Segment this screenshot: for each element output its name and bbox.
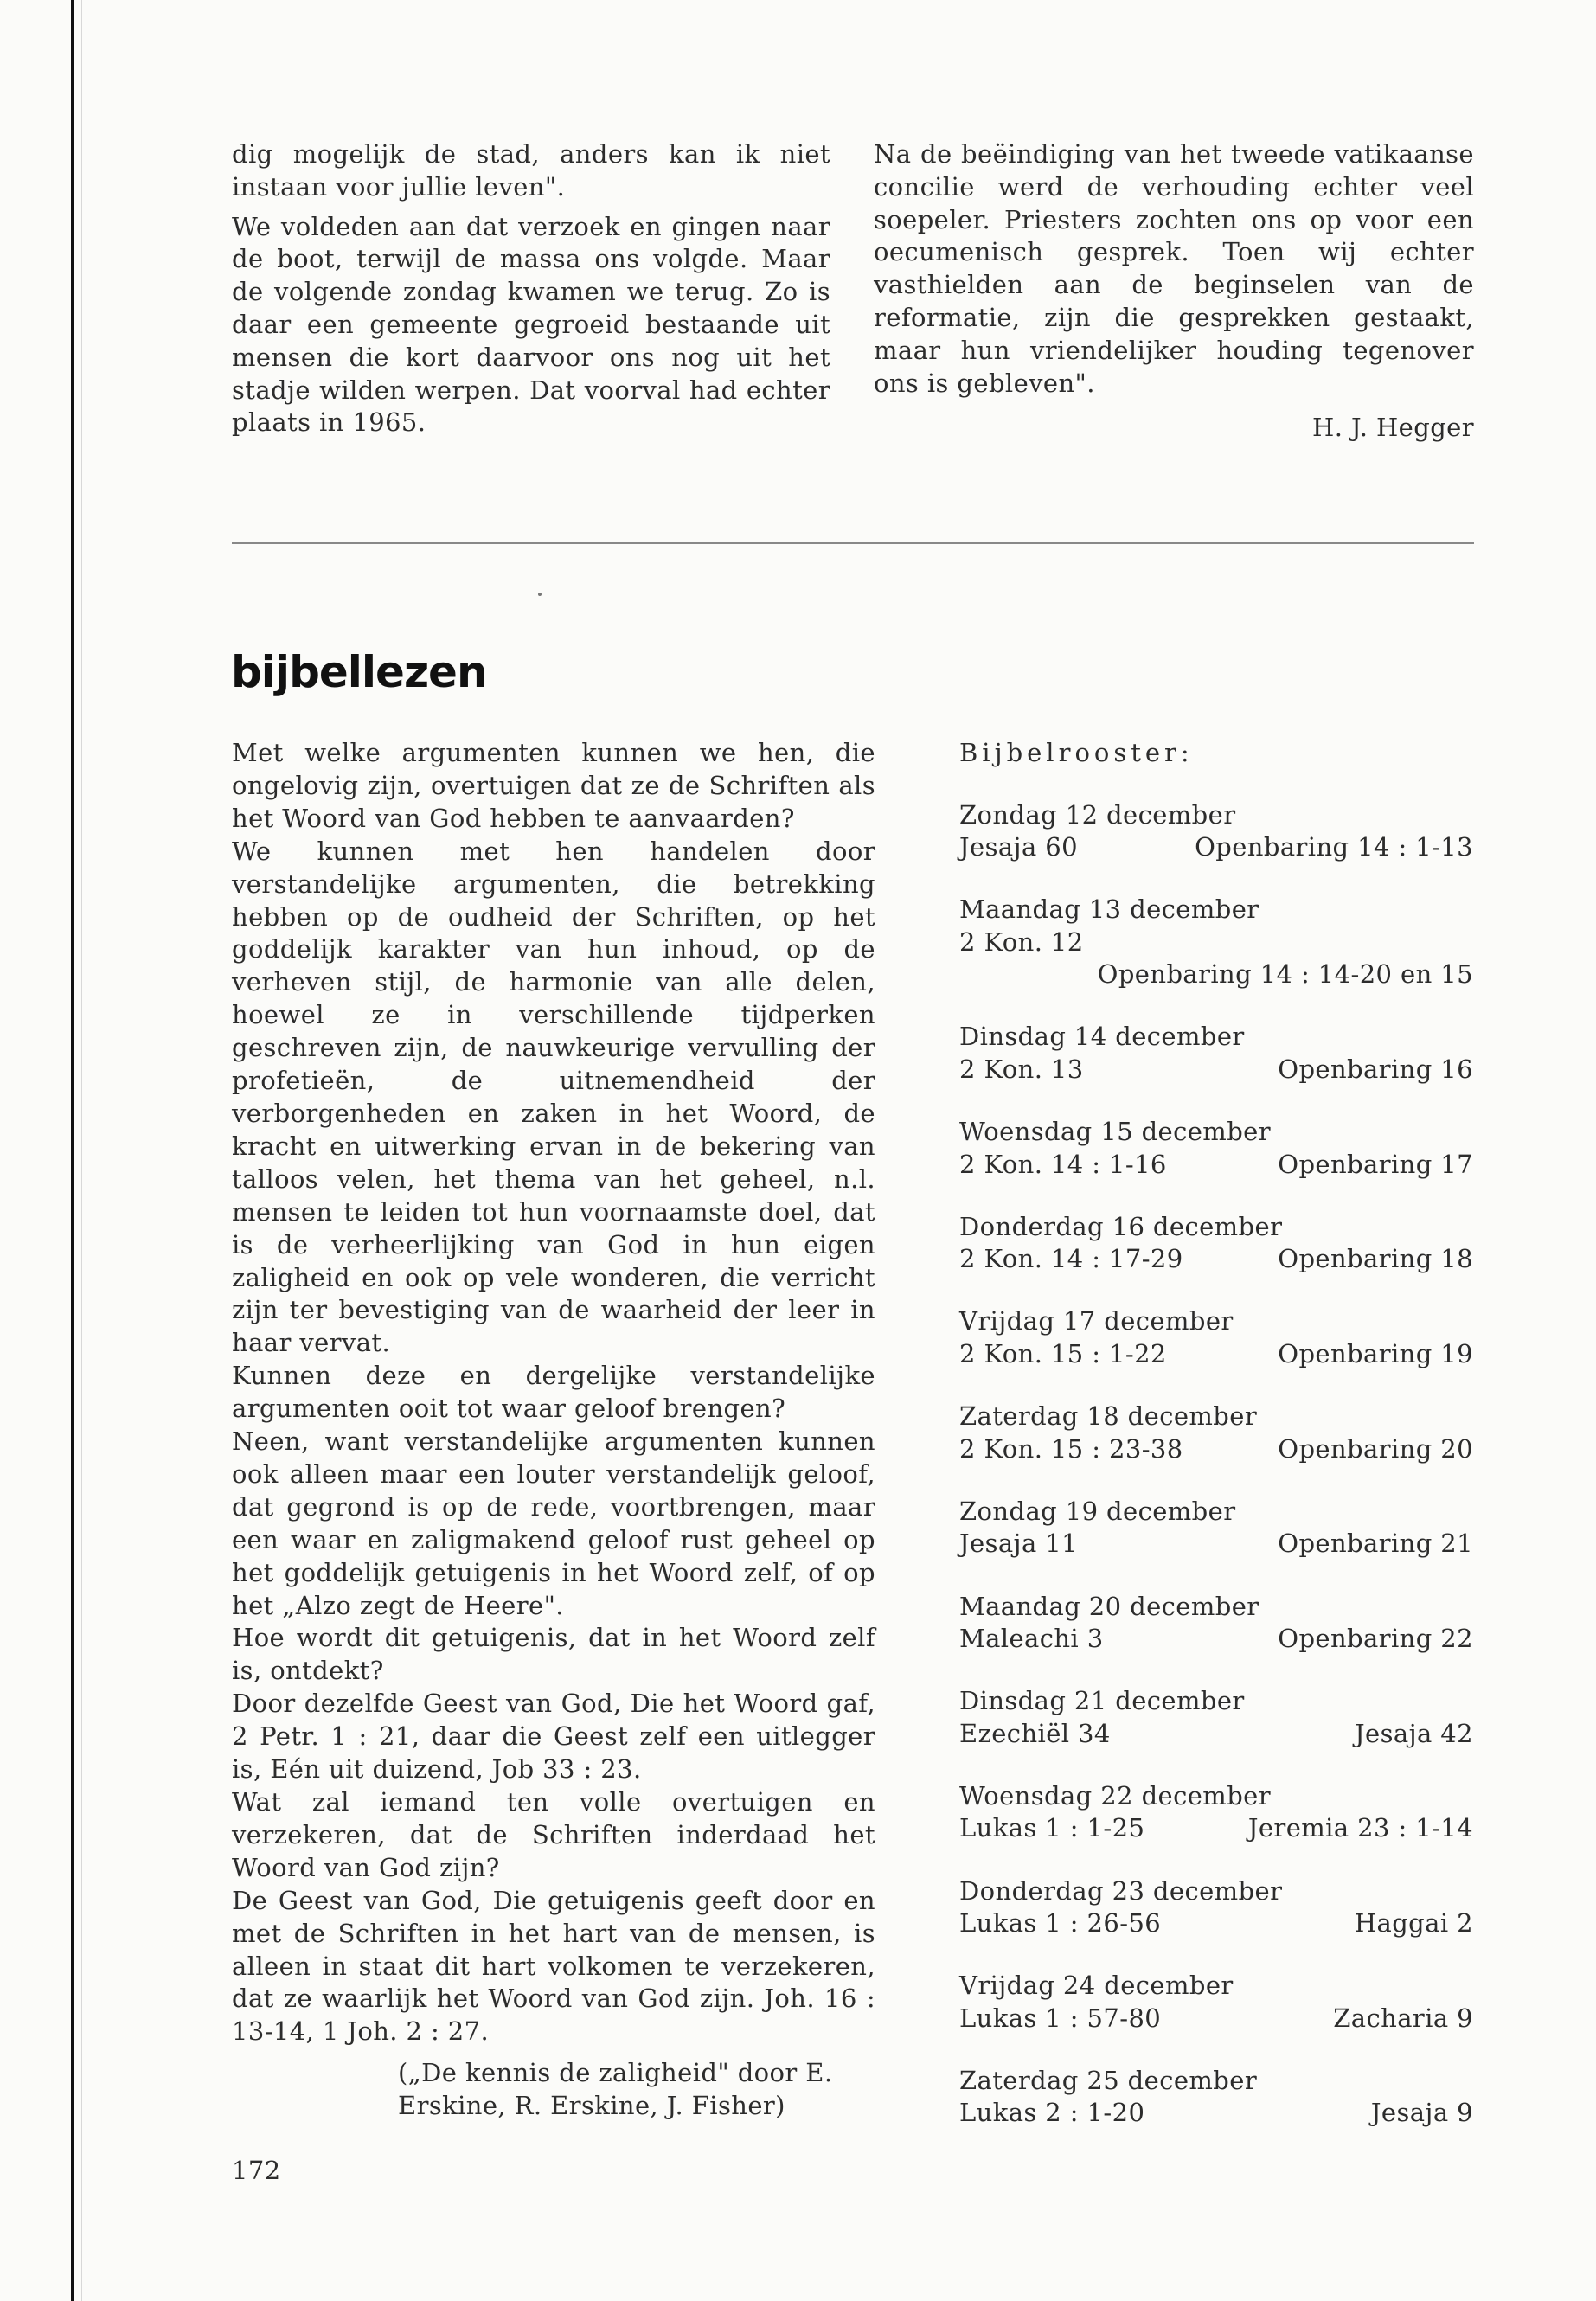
reading-a: 2 Kon. 14 : 1-16 xyxy=(959,1149,1167,1179)
article-end-left-column xyxy=(232,138,830,439)
schedule-day xyxy=(959,1116,1473,1181)
schedule-day xyxy=(959,1400,1473,1465)
schedule-day xyxy=(959,1021,1473,1086)
page-number: 172 xyxy=(232,2156,281,2185)
paragraph: dig mogelijk de stad, anders kan ik niet instaan voor jullie leven". xyxy=(232,139,830,202)
reading-b: Openbaring 20 xyxy=(1278,1433,1473,1464)
source-citation xyxy=(398,2057,832,2123)
reading-a: 2 Kon. 15 : 1-22 xyxy=(959,1338,1167,1368)
paragraph: Met welke argumenten kunnen we hen, die ongelovig zijn, overtuigen dat ze de Schriften als het Woord van God hebben te aanvaarden? xyxy=(232,738,875,833)
paragraph: Door dezelfde Geest van God, Die het Woord gaf, 2 Petr. 1 : 21, daar die Geest zelf een uitlegger is, Eén uit duizend, Job 33 : 23. xyxy=(232,1689,875,1785)
schedule-date: Zaterdag 25 december xyxy=(959,2065,1258,2095)
reading-b: Openbaring 18 xyxy=(1278,1244,1473,1274)
reading-a: 2 Kon. 12 xyxy=(959,926,1084,957)
reading-b: Openbaring 16 xyxy=(1278,1054,1473,1084)
reading-a: Jesaja 11 xyxy=(959,1529,1078,1559)
reading-b: Openbaring 17 xyxy=(1278,1149,1473,1179)
reading-a: Lukas 1 : 1-25 xyxy=(959,1813,1145,1843)
schedule-day xyxy=(959,1305,1473,1370)
reading-a: 2 Kon. 15 : 23-38 xyxy=(959,1433,1183,1464)
paragraph: Hoe wordt dit getuigenis, dat in het Woord zelf is, ontdekt? xyxy=(232,1623,875,1686)
schedule-date: Dinsdag 21 december xyxy=(959,1686,1245,1716)
reading-a: Lukas 2 : 1-20 xyxy=(959,2098,1145,2128)
schedule-title: Bijbelrooster: xyxy=(959,738,1194,767)
schedule-day xyxy=(959,1875,1473,1940)
paragraph: We kunnen met hen handelen door verstandelijke argumenten, die betrekking hebben op de oudheid der Schriften, op het goddelijk karakter van hun inhoud, op de verheven stijl, de harmonie van alle delen, hoewel ze in verschillende tijdperken geschreven zijn, de nauwkeurige vervulling der profetieën, de uitnemendheid der verborgenheden en zaken in het Woord, de kracht en uitwerking ervan in de bekering van talloos velen, het thema van het geheel, n.l. mensen te leiden tot hun voornaamste doel, dat is de verheerlijking van God in hun eigen zaligheid en ook op vele wonderen, die verricht zijn ter bevestiging van de waarheid der leer in haar vervat. xyxy=(232,836,875,1358)
section-heading: bijbellezen xyxy=(231,647,487,697)
schedule-date: Woensdag 22 december xyxy=(959,1780,1271,1811)
schedule-day xyxy=(959,1780,1473,1845)
schedule-date: Zondag 19 december xyxy=(959,1496,1236,1526)
schedule-day xyxy=(959,2065,1473,2130)
schedule-date: Maandag 13 december xyxy=(959,894,1259,925)
schedule-date: Donderdag 23 december xyxy=(959,1875,1283,1906)
schedule-day xyxy=(959,894,1473,991)
reading-b: Openbaring 22 xyxy=(1278,1624,1473,1653)
reading-b: Jesaja 9 xyxy=(1370,2098,1473,2128)
paragraph: Na de beëindiging van het tweede vatikaanse concilie werd de verhouding echter veel soepeler. Priesters zochten ons op voor een oecumenisch gesprek. Toen wij echter vasthielden aan de beginselen van de reformatie, zijn die gesprekken gestaakt, maar hun vriendelijker houding tegenover ons is gebleven". xyxy=(874,139,1474,398)
reading-b: Openbaring 14 : 1-13 xyxy=(1195,832,1473,862)
reading-b: Haggai 2 xyxy=(1354,1908,1473,1939)
reading-b: Openbaring 14 : 14-20 en 15 xyxy=(1097,959,1473,990)
schedule-date: Donderdag 16 december xyxy=(959,1211,1283,1241)
schedule-date: Zondag 12 december xyxy=(959,799,1236,830)
bible-schedule xyxy=(959,737,1473,2160)
reading-b: Jeremia 23 : 1-14 xyxy=(1247,1813,1473,1843)
print-speck xyxy=(538,593,542,596)
reading-b: Jesaja 42 xyxy=(1355,1718,1473,1748)
paragraph: De Geest van God, Die getuigenis geeft door en met de Schriften in het hart van de mensen, is alleen in staat dit hart volkomen te verzekeren, dat ze waarlijk het Woord van God zijn. Joh. 16 : 13-14, 1 Joh. 2 : 27. xyxy=(232,1885,875,2047)
citation-line: Erskine, R. Erskine, J. Fisher) xyxy=(398,2090,785,2120)
schedule-day xyxy=(959,799,1473,864)
reading-a: 2 Kon. 13 xyxy=(959,1054,1084,1084)
paragraph: Wat zal iemand ten volle overtuigen en verzekeren, dat de Schriften inderdaad het Woord van God zijn? xyxy=(232,1787,875,1882)
paragraph: We voldeden aan dat verzoek en gingen naar de boot, terwijl de massa ons volgde. Maar de volgende zondag kwamen we terug. Zo is daar een gemeente gegroeid bestaande uit mensen die kort daarvoor ons nog uit het stadje wilden werpen. Dat voorval had echter plaats in 1965. xyxy=(232,211,830,438)
reading-a: Maleachi 3 xyxy=(959,1624,1104,1653)
reading-a: Lukas 1 : 57-80 xyxy=(959,2003,1162,2033)
reading-b: Openbaring 19 xyxy=(1278,1338,1473,1368)
schedule-date: Zaterdag 18 december xyxy=(959,1401,1258,1432)
reading-b: Openbaring 21 xyxy=(1278,1529,1473,1559)
reading-b: Zacharia 9 xyxy=(1333,2003,1473,2033)
reading-a: Lukas 1 : 26-56 xyxy=(959,1908,1162,1939)
schedule-day xyxy=(959,1496,1473,1561)
article-end-right-column xyxy=(874,138,1474,445)
schedule-date: Vrijdag 17 december xyxy=(959,1306,1234,1336)
schedule-day xyxy=(959,1591,1473,1656)
schedule-date: Dinsdag 14 december xyxy=(959,1022,1245,1052)
reading-a: 2 Kon. 14 : 17-29 xyxy=(959,1244,1183,1274)
page-binding-edge xyxy=(71,0,74,2301)
citation-line: („De kennis de zaligheid" door E. xyxy=(398,2058,833,2087)
schedule-day xyxy=(959,1970,1473,2035)
schedule-day xyxy=(959,1685,1473,1750)
schedule-date: Woensdag 15 december xyxy=(959,1117,1271,1147)
paragraph: Kunnen deze en dergelijke verstandelijke argumenten ooit tot waar geloof brengen? xyxy=(232,1361,875,1424)
schedule-date: Maandag 20 december xyxy=(959,1591,1259,1621)
paragraph: Neen, want verstandelijke argumenten kunnen ook alleen maar een louter verstandelijk geloof, dat gegrond is op de rede, voortbrengen, maar een waar en zaligmakend geloof rust geheel op het goddelijk getuigenis in het Woord zelf, of op het „Alzo zegt de Heere". xyxy=(232,1426,875,1620)
schedule-day xyxy=(959,1211,1473,1276)
reading-a: Ezechiël 34 xyxy=(959,1718,1111,1748)
schedule-date: Vrijdag 24 december xyxy=(959,1971,1234,2001)
page-binding-shadow xyxy=(81,0,82,2301)
author-signature: H. J. Hegger xyxy=(1312,413,1474,443)
section-divider xyxy=(232,542,1474,544)
bijbellezen-text xyxy=(232,737,875,2048)
reading-a: Jesaja 60 xyxy=(959,832,1078,862)
